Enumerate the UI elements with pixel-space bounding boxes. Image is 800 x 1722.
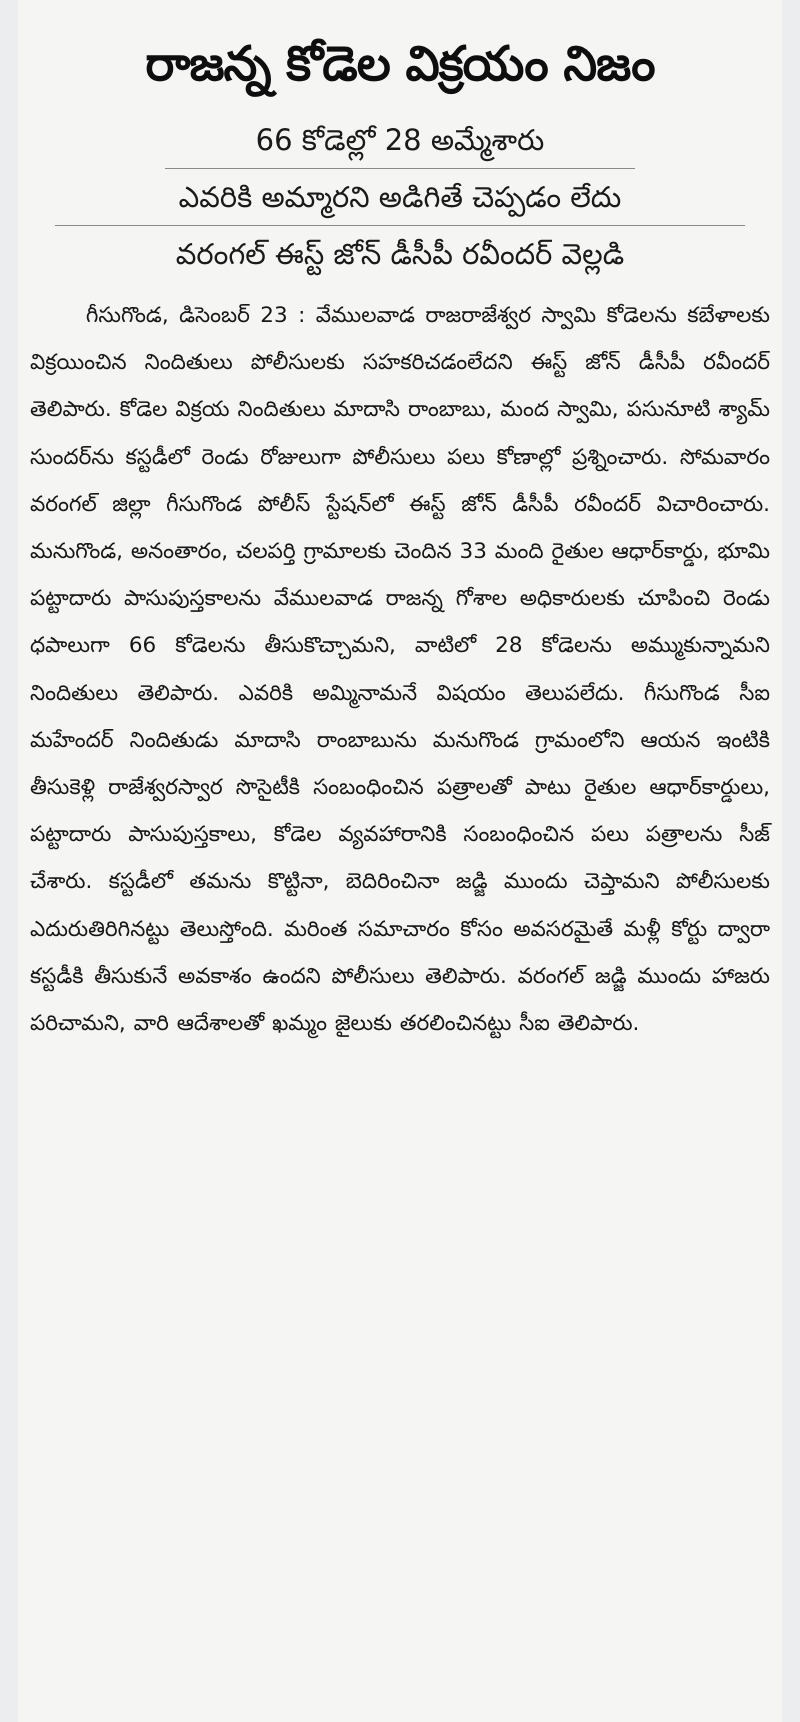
subhead-3: వరంగల్ ఈస్ట్ జోన్ డీసీపీ రవీందర్ వెల్లడి <box>175 237 625 271</box>
article-body: గీసుగొండ, డిసెంబర్ 23 : వేములవాడ రాజరాజేశ్వర స్వామి కోడెలను కబేళాలకు విక్రయించిన నిందితులు పోలీసులకు సహకరిచడంలేదని ఈస్ట్ జోన్ డీసీపీ రవీందర్ తెలిపారు. కోడెల విక్రయ నిందితులు మాదాసి రాంబాబు, మంద స్వామి, పసునూటి శ్యామ్ సుందర్‌ను కస్టడీలో రెండు రోజులుగా పోలీసులు పలు కోణాల్లో ప్రశ్నించారు. సోమవారం వరంగల్ జిల్లా గీసుగొండ పోలీస్ స్టేషన్‌లో ఈస్ట్ జోన్ డీసీపీ రవీందర్ విచారించారు. మనుగొండ, అనంతారం, చలపర్తి గ్రామాలకు చెందిన 33 మంది రైతుల ఆధార్‌కార్డు, భూమి పట్టాదారు పాసుపుస్తకాలను వేములవాడ రాజన్న గోశాల అధికారులకు చూపించి రెండు ధపాలుగా 66 కోడెలను తీసుకొచ్చామని, వాటిలో 28 కోడెలను అమ్ముకున్నామని నిందితులు తెలిపారు. ఎవరికి అమ్మినామనే విషయం తెలుపలేదు. గీసుగొండ సీఐ మహేందర్ నిందితుడు మాదాసి రాంబాబును మనుగొండ గ్రామంలోని ఆయన ఇంటికి తీసుకెళ్లి రాజేశ్వరస్వార సొసైటీకి సంబంధించిన పత్రాలతో పాటు రైతుల ఆధార్‌కార్డులు, పట్టాదారు పాసుపుస్తకాలు, కోడెల వ్యవహారానికి సంబంధించిన పలు పత్రాలను సీజ్ చేశారు. కస్టడీలో తమను కొట్టినా, బెదిరించినా జడ్జి ముందు చెప్తామని పోలీసులకు ఎదురుతిరిగినట్టు తెలుస్తోంది. మరింత సమాచారం కోసం అవసరమైతే మళ్లీ కోర్టు ద్వారా కస్టడీకి తీసుకునే అవకాశం ఉందని పోలీసులు తెలిపారు. వరంగల్ జడ్జి ముందు హాజరు పరిచామని, వారి ఆదేశాలతో ఖమ్మం జైలుకు తరలించినట్టు సీఐ తెలిపారు. <box>30 303 770 1037</box>
subhead-1: 66 కోడెల్లో 28 అమ్మేశారు <box>255 123 545 157</box>
news-clipping <box>18 0 782 1722</box>
headline: రాజన్న కోడెల విక్రయం నిజం <box>145 36 655 92</box>
subhead-2: ఎవరికి అమ్మారని అడిగితే చెప్పడం లేదు <box>178 180 622 214</box>
